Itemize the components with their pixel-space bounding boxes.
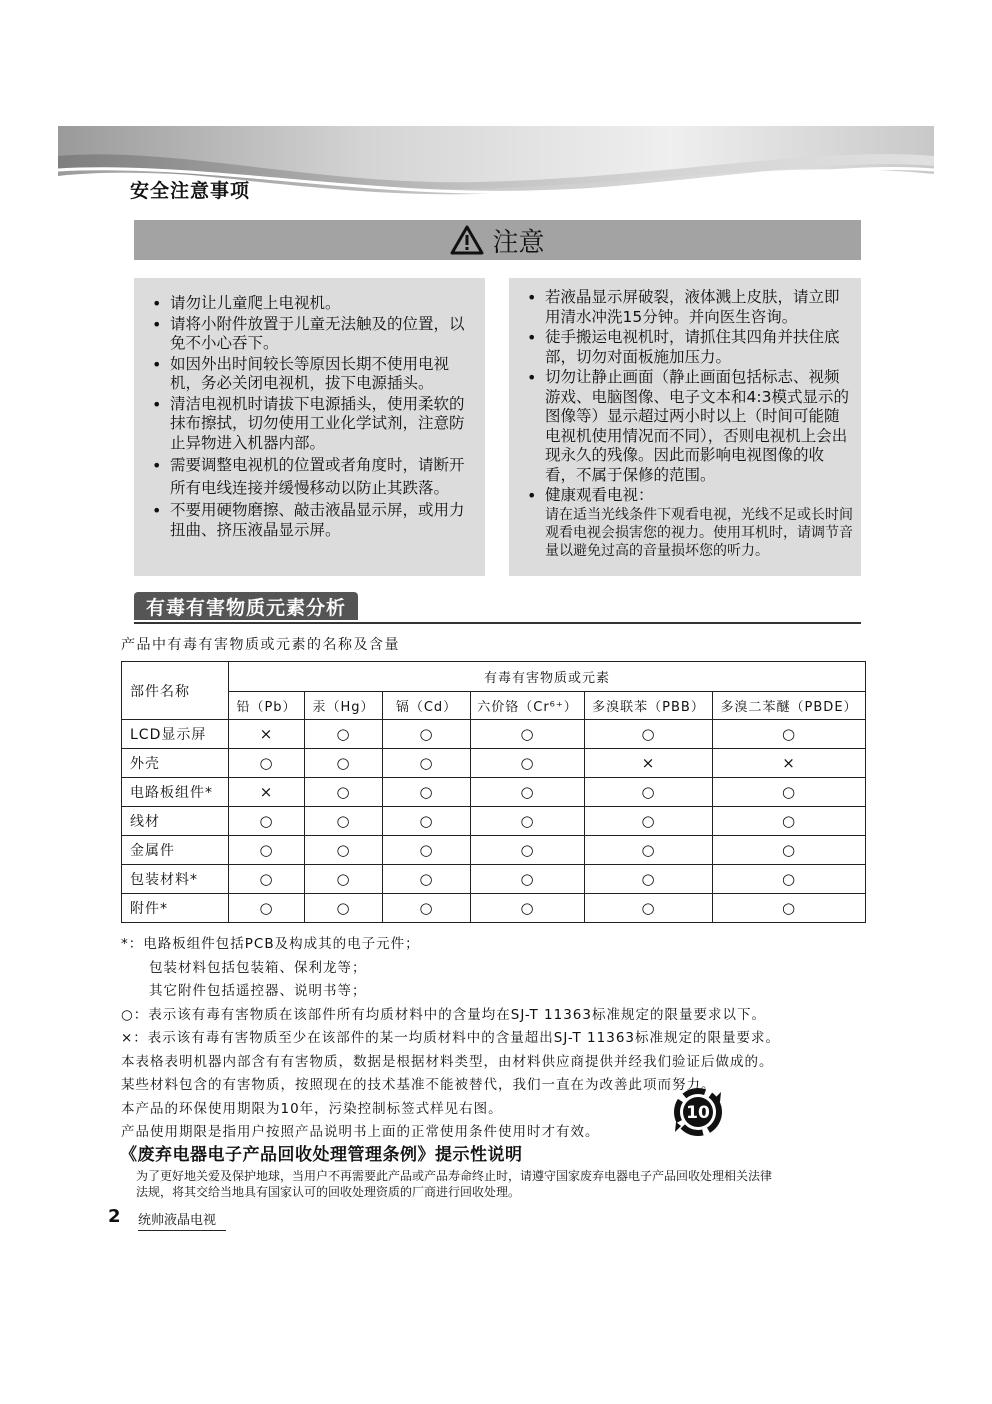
part-name: 包装材料* [122, 865, 229, 894]
recycle-line: 为了更好地关爱及保护地球，当用户不再需要此产品或产品寿命终止时，请遵守国家废弃电器电子产品回收处理相关法律 [136, 1169, 773, 1183]
table-row [122, 749, 866, 778]
list-item [523, 486, 853, 560]
table-row [122, 836, 866, 865]
substance-mark: ○ [471, 894, 585, 923]
note-line: 包装材料包括包装箱、保利龙等； [149, 959, 367, 976]
caution-bar [134, 220, 861, 260]
part-name: 金属件 [122, 836, 229, 865]
list-item [523, 368, 853, 485]
table-row [122, 894, 866, 923]
list-item: • 如因外出时间较长等原因长期不使用电视机，务必关闭电视机，拔下电源插头。 [148, 355, 471, 394]
page-title: 安全注意事项 [130, 180, 251, 202]
list-item [523, 288, 853, 327]
corner-header: 部件名称 [122, 662, 229, 720]
recycle-title: 《废弃电器电子产品回收处理管理条例》提示性说明 [120, 1145, 523, 1165]
column-header: 多溴二苯醚（PBDE） [713, 692, 866, 720]
substance-mark: ○ [585, 807, 713, 836]
list-item [523, 328, 853, 367]
table-row [122, 865, 866, 894]
list-item-subtext: 请在适当光线条件下观看电视，光线不足或长时间观看电视会损害您的视力。使用耳机时，请调节音量以避免过高的音量损坏您的听力。 [545, 506, 853, 559]
substance-mark: ○ [585, 720, 713, 749]
substance-mark: ○ [471, 749, 585, 778]
column-header: 铅（Pb） [229, 692, 305, 720]
substance-mark: ○ [713, 865, 866, 894]
substance-mark: × [585, 749, 713, 778]
list-item: • 请勿让儿童爬上电视机。 [148, 294, 471, 314]
column-header: 多溴联苯（PBB） [585, 692, 713, 720]
hazardous-substance-table [121, 661, 866, 923]
eco-label-10-icon [674, 1088, 722, 1136]
page-number: 2 [108, 1206, 121, 1227]
substance-mark: ○ [713, 836, 866, 865]
column-header: 六价铬（Cr⁶⁺） [471, 692, 585, 720]
substance-mark: ○ [471, 836, 585, 865]
substance-mark: ○ [229, 807, 305, 836]
substance-mark: ○ [383, 865, 471, 894]
substance-mark: ○ [383, 778, 471, 807]
substance-mark: ○ [713, 778, 866, 807]
part-name: LCD显示屏 [122, 720, 229, 749]
list-item-text: 徒手搬运电视机时，请抓住其四角并扶住底部，切勿对面板施加压力。 [545, 328, 840, 366]
substance-mark: ○ [713, 807, 866, 836]
footer-brand: 统帅液晶电视 [138, 1209, 226, 1231]
part-name: 外壳 [122, 749, 229, 778]
substance-mark: ○ [305, 720, 383, 749]
table-row [122, 720, 866, 749]
substance-mark: ○ [471, 865, 585, 894]
list-item: • 请将小附件放置于儿童无法触及的位置，以免不小心吞下。 [148, 315, 471, 354]
substance-mark: ○ [383, 807, 471, 836]
group-header: 有毒有害物质或元素 [229, 662, 866, 692]
substance-mark: ○ [305, 749, 383, 778]
note-line: ○：表示该有毒有害物质在该部件所有均质材料中的含量均在SJ-T 11363标准规定的限量要求以下。 [121, 1006, 766, 1023]
section-divider [134, 622, 861, 624]
eco-label-value: 10 [686, 1103, 710, 1123]
section-title: 有毒有害物质元素分析 [134, 592, 358, 620]
list-item: • 不要用硬物磨擦、敲击液晶显示屏，或用力扭曲、挤压液晶显示屏。 [148, 501, 471, 540]
note-line: 某些材料包含的有害物质，按照现在的技术基准不能被替代，我们一直在为改善此项而努力。 [121, 1077, 716, 1093]
substance-mark: ○ [471, 778, 585, 807]
recycle-line: 法规，将其交给当地具有国家认可的回收处理资质的厂商进行回收处理。 [136, 1185, 521, 1199]
substance-mark: ○ [229, 865, 305, 894]
note-line: *：电路板组件包括PCB及构成其的电子元件； [121, 936, 420, 952]
substance-mark: ○ [383, 894, 471, 923]
list-item-text: 切勿让静止画面（静止画面包括标志、视频游戏、电脑图像、电子文本和4:3模式显示的图像等）显示超过两小时以上（时间可能随电视机使用情况而不同），否则电视机上会出现永久的残像。因此而影响电视图像的收看，不属于保修的范围。 [545, 368, 849, 484]
substance-mark: ○ [383, 749, 471, 778]
part-name: 电路板组件* [122, 778, 229, 807]
note-line: ×：表示该有毒有害物质至少在该部件的某一均质材料中的含量超出SJ-T 11363标准规定的限量要求。 [121, 1030, 780, 1046]
table-row [122, 778, 866, 807]
substance-mark: ○ [229, 894, 305, 923]
caution-label: 注意 [492, 227, 545, 258]
safety-panel-right [509, 278, 861, 576]
part-name: 附件* [122, 894, 229, 923]
substance-mark: ○ [383, 720, 471, 749]
substance-mark: ○ [585, 894, 713, 923]
substance-mark: ○ [305, 807, 383, 836]
recycle-body [136, 1168, 866, 1200]
safety-panel-left [134, 278, 485, 576]
table-row [122, 807, 866, 836]
substance-mark: ○ [471, 807, 585, 836]
substance-mark: ○ [305, 778, 383, 807]
warning-icon [450, 225, 484, 255]
table-caption: 产品中有毒有害物质或元素的名称及含量 [121, 637, 400, 653]
substance-mark: ○ [585, 865, 713, 894]
substance-mark: × [229, 778, 305, 807]
substance-mark: ○ [305, 836, 383, 865]
list-item: • 需要调整电视机的位置或者角度时，请断开所有电线连接并缓慢移动以防止其跌落。 [148, 454, 471, 500]
note-line: 产品使用期限是指用户按照产品说明书上面的正常使用条件使用时才有效。 [121, 1124, 600, 1140]
note-line: 其它附件包括遥控器、说明书等； [149, 983, 367, 999]
substance-mark: ○ [383, 836, 471, 865]
substance-mark: ○ [305, 894, 383, 923]
note-line: 本产品的环保使用期限为10年，污染控制标签式样见右图。 [121, 1100, 503, 1117]
list-item: • 清洁电视机时请拔下电源插头，使用柔软的抹布擦拭，切勿使用工业化学试剂，注意防止异物进入机器内部。 [148, 395, 471, 454]
column-header: 汞（Hg） [305, 692, 383, 720]
list-item-text: 健康观看电视： [545, 486, 654, 504]
substance-mark: ○ [471, 720, 585, 749]
list-item-text: 若液晶显示屏破裂，液体溅上皮肤，请立即用清水冲洗15分钟。并向医生咨询。 [545, 288, 840, 326]
substance-mark: × [713, 749, 866, 778]
substance-mark: ○ [585, 836, 713, 865]
substance-mark: ○ [585, 778, 713, 807]
substance-mark: ○ [713, 894, 866, 923]
substance-mark: × [229, 720, 305, 749]
table-notes [121, 933, 881, 1145]
substance-mark: ○ [229, 836, 305, 865]
column-header: 镉（Cd） [383, 692, 471, 720]
part-name: 线材 [122, 807, 229, 836]
note-line: 本表格表明机器内部含有有害物质，数据是根据材料类型，由材料供应商提供并经我们验证后做成的。 [121, 1053, 774, 1070]
substance-mark: ○ [713, 720, 866, 749]
substance-mark: ○ [229, 749, 305, 778]
substance-mark: ○ [305, 865, 383, 894]
